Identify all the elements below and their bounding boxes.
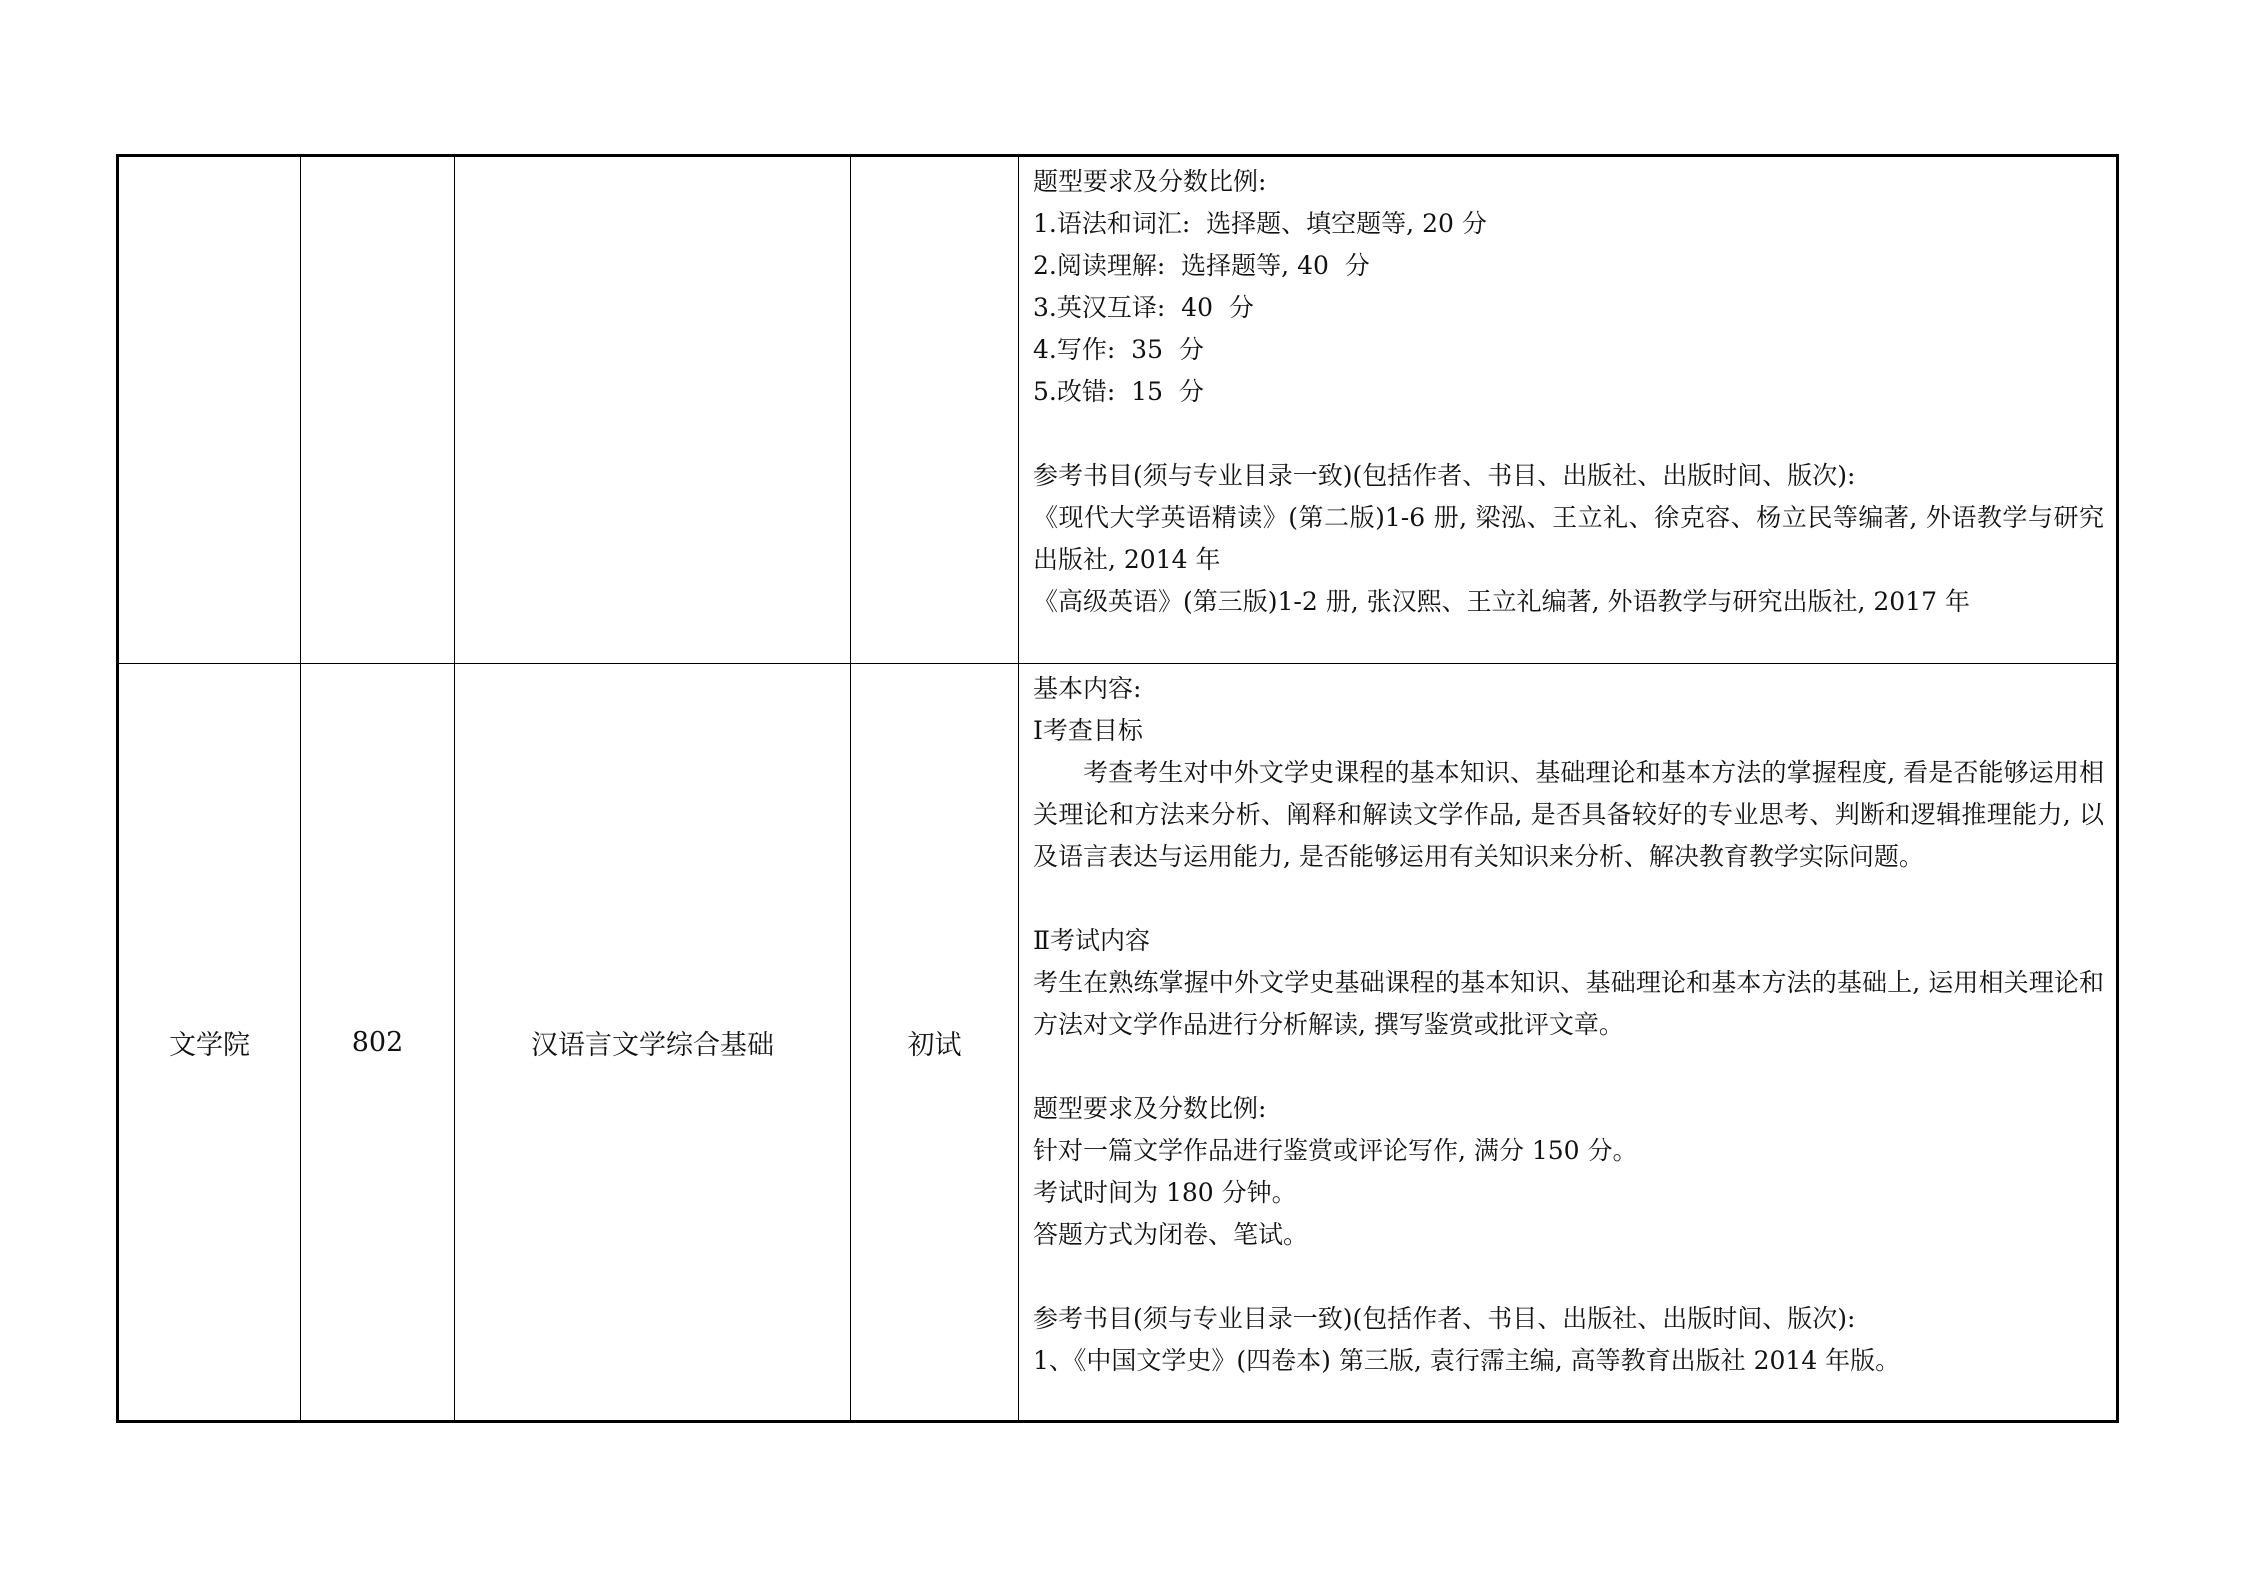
spacer [1033,1046,2104,1088]
reference-item: 《高级英语》(第三版)1-2 册, 张汉熙、王立礼编著, 外语教学与研究出版社, 2017 年 [1033,587,1970,616]
references-heading: 参考书目(须与专业目录一致)(包括作者、书目、出版社、出版时间、版次): [1033,1304,1856,1333]
goal-heading: Ⅰ考查目标 [1033,716,1143,745]
reference-item: 1、《中国文学史》(四卷本) 第三版, 袁行霈主编, 高等教育出版社 2014 年版。 [1033,1346,1901,1375]
content-cell [1019,664,2118,1422]
code-cell: 802 [301,664,455,1422]
subject-cell: 汉语言文学综合基础 [455,664,851,1422]
exam-content-heading: Ⅱ考试内容 [1033,926,1150,955]
question-type-item: 答题方式为闭卷、笔试。 [1033,1220,1309,1249]
subject-cell [455,156,851,664]
college-cell [118,156,301,664]
spacer [1033,1256,2104,1298]
spacer [1033,413,2104,455]
exam-content-text: 考生在熟练掌握中外文学史基础课程的基本知识、基础理论和基本方法的基础上, 运用相关理论和方法对文学作品进行分析解读, 撰写鉴赏或批评文章。 [1033,968,2104,1039]
spacer [1033,878,2104,920]
table-row [118,664,2118,1422]
college-cell: 文学院 [118,664,301,1422]
question-type-item: 5.改错: 15 分 [1033,377,1204,406]
exam-syllabus-table [116,154,2119,1423]
question-types-heading: 题型要求及分数比例: [1033,1094,1267,1123]
question-type-item: 考试时间为 180 分钟。 [1033,1178,1297,1207]
references-heading: 参考书目(须与专业目录一致)(包括作者、书目、出版社、出版时间、版次): [1033,461,1856,490]
question-type-item: 4.写作: 35 分 [1033,335,1204,364]
question-type-item: 针对一篇文学作品进行鉴赏或评论写作, 满分 150 分。 [1033,1136,1638,1165]
content-cell [1019,156,2118,664]
code-cell [301,156,455,664]
question-type-item: 3.英汉互译: 40 分 [1033,293,1254,322]
table-row [118,156,2118,664]
stage-cell [851,156,1019,664]
question-type-item: 2.阅读理解: 选择题等, 40 分 [1033,251,1370,280]
question-type-item: 1.语法和词汇: 选择题、填空题等, 20 分 [1033,209,1487,238]
basic-content-heading: 基本内容: [1033,674,1142,703]
question-types-heading: 题型要求及分数比例: [1033,167,1267,196]
stage-cell: 初试 [851,664,1019,1422]
goal-text: 考查考生对中外文学史课程的基本知识、基础理论和基本方法的掌握程度, 看是否能够运用相关理论和方法来分析、阐释和解读文学作品, 是否具备较好的专业思考、判断和逻辑推理能力, 以及语言表达与运用能力, 是否能够运用有关知识来分析、解决教育教学实际问题。 [1033,758,2104,871]
reference-item: 《现代大学英语精读》(第二版)1-6 册, 梁泓、王立礼、徐克容、杨立民等编著, 外语教学与研究出版社, 2014 年 [1033,503,2104,574]
